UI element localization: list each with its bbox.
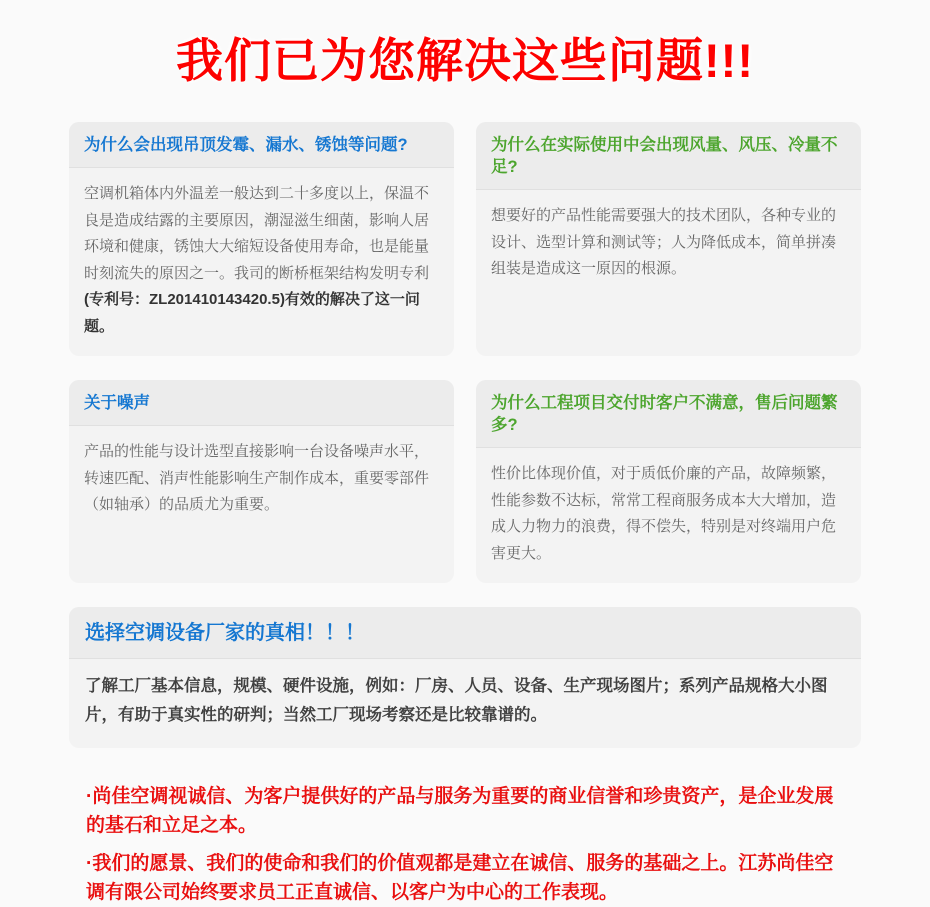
page-title: 我们已为您解决这些问题!!! — [176, 34, 754, 87]
card-body-text: 了解工厂基本信息，规模、硬件设施，例如：厂房、人员、设备、生产现场图片；系列产品规格大小图片，有助于真实性的研判；当然工厂现场考察还是比较靠谱的。 — [85, 677, 828, 724]
card-row-2 — [69, 380, 861, 583]
card-header — [69, 380, 454, 426]
card-header — [476, 122, 861, 190]
company-values-notes — [0, 782, 930, 907]
card-body-text: 想要好的产品性能需要强大的技术团队，各种专业的设计、选型计算和测试等；人为降低成本，简单拼凑组装是造成这一原因的根源。 — [491, 207, 837, 277]
patent-number-emphasis: (专利号：ZL201410143420.5)有效的解决了这一问题。 — [84, 291, 420, 335]
card-body-text: 产品的性能与设计选型直接影响一台设备噪声水平，转速匹配、消声性能影响生产制作成本，重要零部件（如轴承）的品质尤为重要。 — [84, 443, 430, 513]
values-bullet-vision: ·我们的愿景、我们的使命和我们的价值观都是建立在诚信、服务的基础之上。江苏尚佳空调有限公司始终要求员工正直诚信、以客户为中心的工作表现。 — [86, 853, 834, 903]
card-heading: 为什么会出现吊顶发霉、漏水、锈蚀等问题? — [84, 136, 408, 154]
qa-card-aftersales — [476, 380, 861, 583]
qa-card-grid — [69, 122, 861, 748]
card-heading: 为什么在实际使用中会出现风量、风压、冷量不足? — [491, 136, 838, 176]
card-heading: 选择空调设备厂家的真相！！！ — [85, 622, 365, 644]
card-body — [69, 168, 454, 356]
card-body — [476, 190, 861, 299]
truth-card — [69, 607, 861, 748]
card-body-text: 空调机箱体内外温差一般达到二十多度以上，保温不良是造成结露的主要原因，潮湿滋生细菌，影响人居环境和健康，锈蚀大大缩短设备使用寿命，也是能量时刻流失的原因之一。我司的断桥框架结构发明专利 — [84, 185, 430, 282]
card-header — [69, 122, 454, 168]
card-body-text: 性价比体现价值，对于质低价廉的产品，故障频繁，性能参数不达标，常常工程商服务成本大大增加，造成人力物力的浪费，得不偿失，特别是对终端用户危害更大。 — [491, 465, 837, 562]
card-header — [476, 380, 861, 448]
values-bullet-integrity: ·尚佳空调视诚信、为客户提供好的产品与服务为重要的商业信誉和珍贵资产，是企业发展的基石和立足之本。 — [86, 786, 834, 836]
card-header — [69, 607, 861, 659]
qa-card-airflow-pressure — [476, 122, 861, 356]
card-heading: 关于噪声 — [84, 394, 150, 412]
card-body — [476, 448, 861, 583]
qa-card-mold-leak-rust — [69, 122, 454, 356]
card-body — [69, 426, 454, 535]
card-heading: 为什么工程项目交付时客户不满意，售后问题繁多? — [491, 394, 838, 434]
card-row-1 — [69, 122, 861, 356]
card-body — [69, 659, 861, 748]
qa-card-noise — [69, 380, 454, 583]
